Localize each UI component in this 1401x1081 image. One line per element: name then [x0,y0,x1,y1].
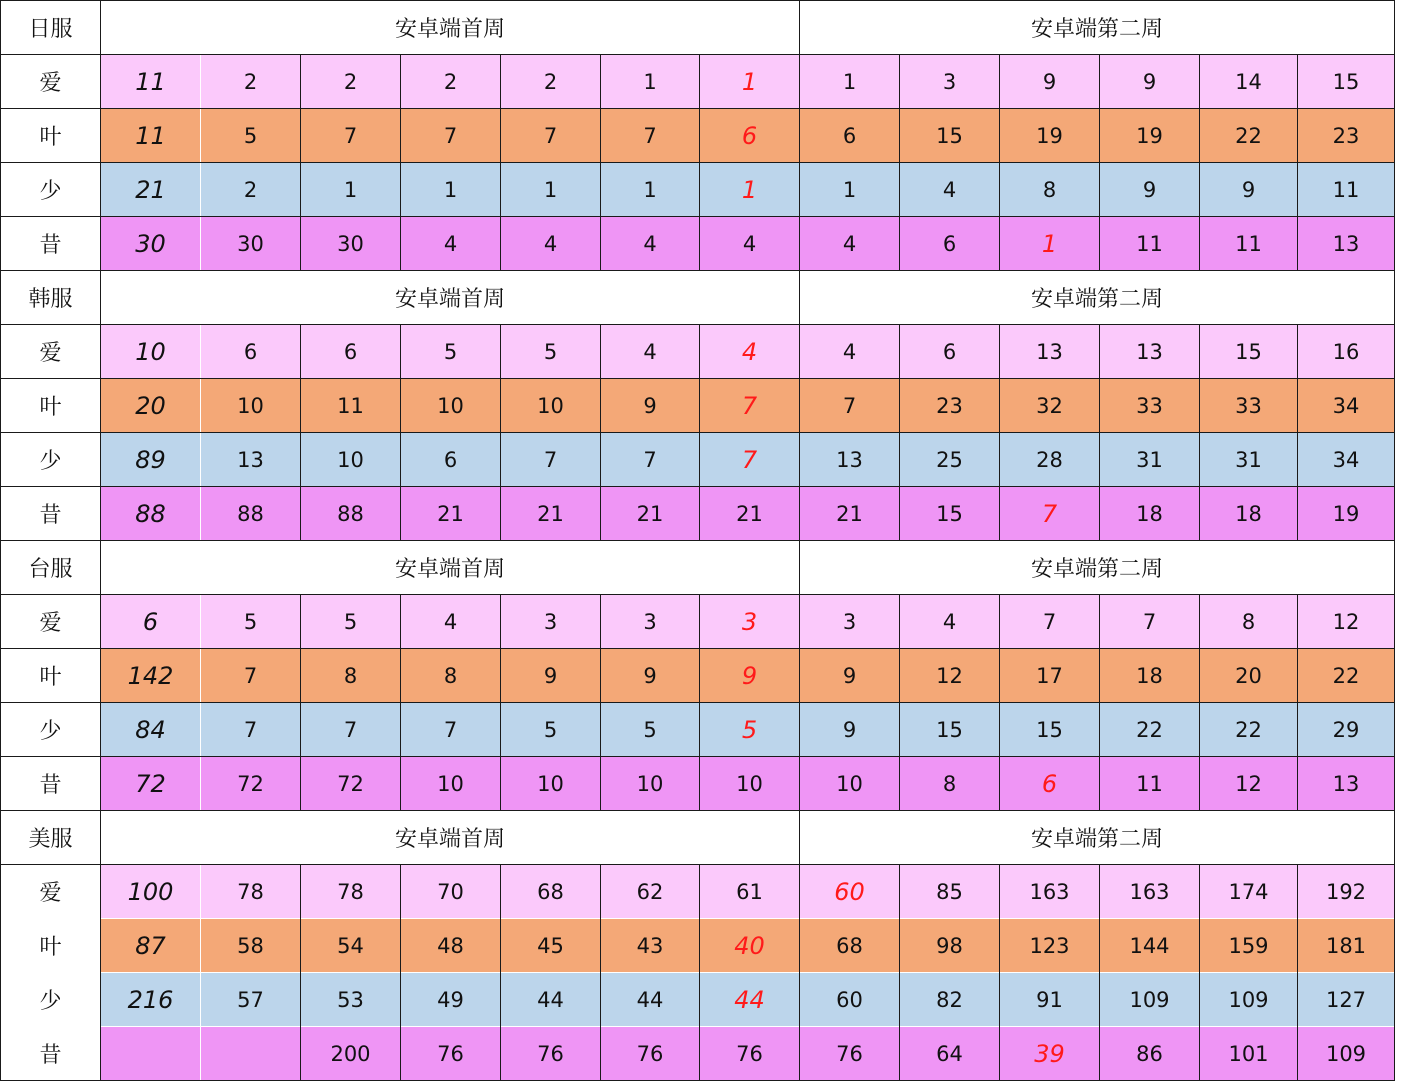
rank-cell: 19 [1100,109,1200,163]
rank-cell: 9 [700,649,800,703]
rank-cell: 7 [1000,487,1100,541]
rank-cell: 45 [501,919,601,973]
rank-cell: 68 [501,865,601,919]
rank-cell: 34 [1298,433,1395,487]
rank-cell: 6 [101,595,201,649]
character-row [1,973,1395,1027]
week1-header: 安卓端首周 [101,1,800,55]
rank-cell: 7 [800,379,900,433]
rank-cell: 101 [1200,1027,1298,1081]
rank-cell: 192 [1298,865,1395,919]
rank-cell: 60 [800,973,900,1027]
rank-cell: 44 [501,973,601,1027]
rank-cell: 6 [800,109,900,163]
server-header-row [1,1,1395,55]
rank-cell: 76 [601,1027,700,1081]
rank-cell: 2 [201,163,301,217]
rank-cell: 9 [1100,55,1200,109]
rank-cell: 98 [900,919,1000,973]
rank-cell: 9 [601,649,700,703]
rank-cell: 9 [501,649,601,703]
rank-cell: 9 [1200,163,1298,217]
rank-cell: 6 [301,325,401,379]
rank-cell: 216 [101,973,201,1027]
rank-cell: 34 [1298,379,1395,433]
rank-cell: 72 [201,757,301,811]
week2-header: 安卓端第二周 [800,271,1395,325]
rank-cell: 15 [1200,325,1298,379]
character-label: 叶 [1,109,101,163]
rank-cell: 21 [401,487,501,541]
rank-cell: 18 [1100,649,1200,703]
rank-cell: 7 [301,109,401,163]
rank-cell: 11 [101,55,201,109]
rank-cell: 10 [101,325,201,379]
rank-cell: 18 [1200,487,1298,541]
rank-cell: 5 [201,595,301,649]
server-name: 美服 [1,811,101,865]
week2-header: 安卓端第二周 [800,1,1395,55]
rank-cell: 6 [700,109,800,163]
rank-cell: 13 [1298,757,1395,811]
rank-cell: 89 [101,433,201,487]
rank-cell: 9 [800,649,900,703]
rank-cell: 76 [501,1027,601,1081]
rank-cell: 109 [1298,1027,1395,1081]
rank-cell: 12 [1200,757,1298,811]
character-row [1,55,1395,109]
rank-cell: 10 [601,757,700,811]
rank-cell: 20 [101,379,201,433]
rank-cell: 22 [1200,109,1298,163]
server-name: 韩服 [1,271,101,325]
rank-cell: 127 [1298,973,1395,1027]
character-label: 少 [1,433,101,487]
rank-cell: 13 [800,433,900,487]
rank-cell: 8 [401,649,501,703]
rank-cell: 30 [101,217,201,271]
rank-cell: 72 [301,757,401,811]
rank-cell: 3 [501,595,601,649]
rank-cell: 15 [900,703,1000,757]
rank-cell: 3 [700,595,800,649]
rank-cell: 78 [301,865,401,919]
character-label: 爱 [1,595,101,649]
character-row [1,109,1395,163]
rank-cell: 10 [401,379,501,433]
rank-cell: 6 [900,325,1000,379]
rank-cell: 23 [900,379,1000,433]
character-row [1,865,1395,919]
rank-cell: 4 [700,217,800,271]
rank-cell: 181 [1298,919,1395,973]
rank-cell: 13 [1100,325,1200,379]
rank-cell: 4 [700,325,800,379]
character-row [1,1027,1395,1081]
rank-cell: 40 [700,919,800,973]
rank-cell: 7 [301,703,401,757]
rank-cell: 10 [501,379,601,433]
rank-cell: 88 [101,487,201,541]
rank-cell: 13 [201,433,301,487]
rank-cell: 7 [501,109,601,163]
rank-cell: 22 [1200,703,1298,757]
rank-cell: 33 [1100,379,1200,433]
rank-cell: 12 [900,649,1000,703]
rank-cell: 8 [301,649,401,703]
rank-cell: 88 [301,487,401,541]
rank-cell: 4 [601,325,700,379]
rank-cell: 78 [201,865,301,919]
rank-cell: 10 [700,757,800,811]
server-header-row [1,271,1395,325]
rank-cell: 22 [1100,703,1200,757]
rank-cell: 2 [201,55,301,109]
rank-cell: 49 [401,973,501,1027]
rank-cell: 11 [301,379,401,433]
rank-cell: 87 [101,919,201,973]
rank-cell: 54 [301,919,401,973]
rank-cell: 17 [1000,649,1100,703]
rank-cell: 8 [1200,595,1298,649]
rank-cell: 11 [101,109,201,163]
rank-cell: 61 [700,865,800,919]
rank-cell: 10 [501,757,601,811]
rank-cell: 15 [900,109,1000,163]
character-label: 叶 [1,649,101,703]
character-label: 少 [1,703,101,757]
rank-cell: 10 [800,757,900,811]
rank-cell: 18 [1100,487,1200,541]
rank-cell: 11 [1100,217,1200,271]
rank-cell: 76 [800,1027,900,1081]
rank-cell: 12 [1298,595,1395,649]
rank-cell: 43 [601,919,700,973]
rank-cell: 1 [601,163,700,217]
character-row [1,217,1395,271]
character-row [1,649,1395,703]
character-row [1,433,1395,487]
rank-cell: 19 [1000,109,1100,163]
rank-cell: 9 [601,379,700,433]
character-row [1,379,1395,433]
week1-header: 安卓端首周 [101,271,800,325]
rank-cell: 6 [1000,757,1100,811]
rank-cell: 30 [201,217,301,271]
week1-header: 安卓端首周 [101,541,800,595]
rank-cell: 4 [800,325,900,379]
rank-cell: 15 [1000,703,1100,757]
rank-cell: 21 [800,487,900,541]
rank-cell: 144 [1100,919,1200,973]
rank-cell: 15 [900,487,1000,541]
server-name: 日服 [1,1,101,55]
rank-cell: 5 [201,109,301,163]
rank-cell: 1 [601,55,700,109]
rank-cell: 11 [1298,163,1395,217]
rank-cell: 1 [800,163,900,217]
rank-cell: 31 [1100,433,1200,487]
rank-cell: 29 [1298,703,1395,757]
rank-cell: 44 [601,973,700,1027]
rank-cell: 10 [201,379,301,433]
rank-cell: 76 [700,1027,800,1081]
rank-cell: 163 [1100,865,1200,919]
week2-header: 安卓端第二周 [800,541,1395,595]
rank-cell: 10 [301,433,401,487]
rank-cell: 91 [1000,973,1100,1027]
rank-cell: 68 [800,919,900,973]
rank-cell: 31 [1200,433,1298,487]
rank-cell: 159 [1200,919,1298,973]
week2-header: 安卓端第二周 [800,811,1395,865]
rank-cell: 57 [201,973,301,1027]
rank-cell: 8 [900,757,1000,811]
rank-cell: 82 [900,973,1000,1027]
character-row [1,703,1395,757]
rank-cell: 11 [1200,217,1298,271]
rank-cell: 2 [301,55,401,109]
rank-cell: 9 [800,703,900,757]
rank-cell: 4 [401,217,501,271]
rank-cell: 3 [900,55,1000,109]
rank-cell: 88 [201,487,301,541]
rank-cell: 4 [800,217,900,271]
rank-cell: 5 [501,703,601,757]
rank-cell: 5 [501,325,601,379]
rank-cell: 4 [601,217,700,271]
rank-cell: 7 [700,379,800,433]
rank-cell: 76 [401,1027,501,1081]
rank-cell: 4 [900,595,1000,649]
rank-cell: 30 [301,217,401,271]
rank-cell: 1 [700,163,800,217]
rank-cell: 1 [700,55,800,109]
character-label: 叶 [1,919,101,973]
rank-cell: 7 [601,109,700,163]
rank-cell: 6 [201,325,301,379]
rank-cell: 2 [501,55,601,109]
rank-cell: 23 [1298,109,1395,163]
rank-cell: 8 [1000,163,1100,217]
rank-cell: 109 [1200,973,1298,1027]
rank-cell: 4 [401,595,501,649]
rank-cell [201,1027,301,1081]
rank-cell: 13 [1000,325,1100,379]
character-row [1,595,1395,649]
rank-cell: 21 [601,487,700,541]
rank-cell: 142 [101,649,201,703]
rank-cell: 1 [800,55,900,109]
server-header-row [1,811,1395,865]
rank-cell: 4 [900,163,1000,217]
rank-cell: 5 [401,325,501,379]
rank-cell [101,1027,201,1081]
rank-cell: 60 [800,865,900,919]
rank-cell: 64 [900,1027,1000,1081]
rank-cell: 44 [700,973,800,1027]
character-label: 少 [1,973,101,1027]
rank-cell: 21 [501,487,601,541]
rank-cell: 7 [601,433,700,487]
character-row [1,757,1395,811]
rank-cell: 28 [1000,433,1100,487]
rank-cell: 32 [1000,379,1100,433]
rank-cell: 200 [301,1027,401,1081]
character-label: 爱 [1,865,101,919]
character-row [1,487,1395,541]
rank-cell: 109 [1100,973,1200,1027]
rank-cell: 53 [301,973,401,1027]
rank-cell: 9 [1100,163,1200,217]
rank-cell: 15 [1298,55,1395,109]
rank-cell: 70 [401,865,501,919]
character-label: 少 [1,163,101,217]
character-row [1,163,1395,217]
rank-cell: 58 [201,919,301,973]
week1-header: 安卓端首周 [101,811,800,865]
rank-cell: 5 [700,703,800,757]
rank-cell: 1 [401,163,501,217]
character-row [1,919,1395,973]
rank-cell: 84 [101,703,201,757]
rank-cell: 5 [601,703,700,757]
rank-cell: 21 [700,487,800,541]
character-label: 昔 [1,217,101,271]
character-row [1,325,1395,379]
rank-cell: 16 [1298,325,1395,379]
rank-cell: 7 [700,433,800,487]
character-label: 爱 [1,55,101,109]
rank-cell: 7 [401,703,501,757]
character-label: 昔 [1,487,101,541]
rank-cell: 4 [501,217,601,271]
server-name: 台服 [1,541,101,595]
rank-cell: 9 [1000,55,1100,109]
rank-cell: 10 [401,757,501,811]
rank-cell: 48 [401,919,501,973]
rank-cell: 1 [301,163,401,217]
rank-cell: 7 [401,109,501,163]
rank-cell: 1 [1000,217,1100,271]
rank-cell: 86 [1100,1027,1200,1081]
rank-cell: 2 [401,55,501,109]
rank-cell: 72 [101,757,201,811]
rank-cell: 33 [1200,379,1298,433]
rank-cell: 62 [601,865,700,919]
rank-cell: 163 [1000,865,1100,919]
character-label: 叶 [1,379,101,433]
rank-cell: 3 [601,595,700,649]
rank-cell: 5 [301,595,401,649]
rank-cell: 7 [201,703,301,757]
character-label: 昔 [1,757,101,811]
rank-cell: 11 [1100,757,1200,811]
character-label: 爱 [1,325,101,379]
rank-cell: 13 [1298,217,1395,271]
rank-cell: 174 [1200,865,1298,919]
server-header-row [1,541,1395,595]
rank-cell: 19 [1298,487,1395,541]
rank-cell: 7 [1000,595,1100,649]
rank-cell: 25 [900,433,1000,487]
rank-cell: 7 [1100,595,1200,649]
rank-cell: 22 [1298,649,1395,703]
rank-cell: 14 [1200,55,1298,109]
rank-cell: 100 [101,865,201,919]
rank-cell: 7 [501,433,601,487]
rank-cell: 85 [900,865,1000,919]
rank-cell: 3 [800,595,900,649]
character-label: 昔 [1,1027,101,1081]
rank-cell: 6 [401,433,501,487]
rank-cell: 1 [501,163,601,217]
rank-cell: 7 [201,649,301,703]
rank-cell: 21 [101,163,201,217]
rank-cell: 39 [1000,1027,1100,1081]
rank-cell: 123 [1000,919,1100,973]
rank-cell: 20 [1200,649,1298,703]
rank-cell: 6 [900,217,1000,271]
